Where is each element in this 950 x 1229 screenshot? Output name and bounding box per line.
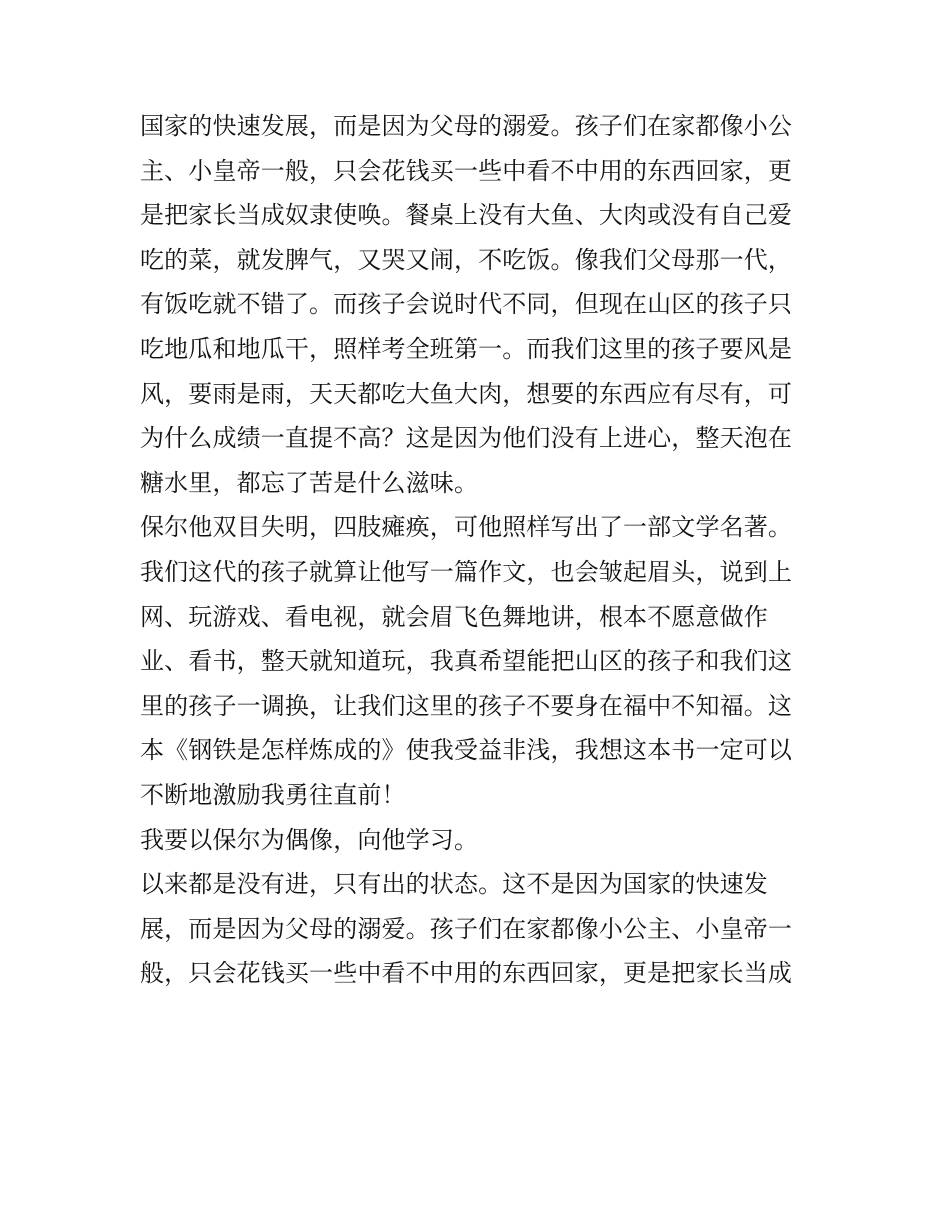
text-line-11: 我们这代的孩子就算让他写一篇作文，也会皱起眉头，说到上 xyxy=(140,557,793,586)
text-line-14: 里的孩子一调换，让我们这里的孩子不要身在福中不知福。这 xyxy=(140,691,793,720)
text-line-16: 不断地激励我勇往直前！ xyxy=(140,780,406,809)
body-text xyxy=(140,104,820,996)
text-line-1: 国家的快速发展，而是因为父母的溺爱。孩子们在家都像小公 xyxy=(140,112,793,140)
text-line-7: 风，要雨是雨，天天都吃大鱼大肉，想要的东西应有尽有，可 xyxy=(140,379,793,408)
text-line-3: 是把家长当成奴隶使唤。餐桌上没有大鱼、大肉或没有自己爱 xyxy=(140,201,793,230)
text-line-8: 为什么成绩一直提不高？这是因为他们没有上进心，整天泡在 xyxy=(140,424,793,453)
text-line-13: 业、看书，整天就知道玩，我真希望能把山区的孩子和我们这 xyxy=(140,647,793,676)
text-line-12: 网、玩游戏、看电视，就会眉飞色舞地讲，根本不愿意做作 xyxy=(140,602,768,631)
text-line-10: 保尔他双目失明，四肢瘫痪，可他照样写出了一部文学名著。 xyxy=(140,513,793,542)
text-line-2: 主、小皇帝一般，只会花钱买一些中看不中用的东西回家，更 xyxy=(140,156,793,185)
text-line-20: 般，只会花钱买一些中看不中用的东西回家，更是把家长当成 xyxy=(140,959,793,988)
text-line-17: 我要以保尔为偶像，向他学习。 xyxy=(140,825,479,854)
text-line-5: 有饭吃就不错了。而孩子会说时代不同，但现在山区的孩子只 xyxy=(140,290,793,319)
text-line-6: 吃地瓜和地瓜干，照样考全班第一。而我们这里的孩子要风是 xyxy=(140,334,793,363)
text-line-9: 糖水里，都忘了苦是什么滋味。 xyxy=(140,468,479,497)
text-line-18: 以来都是没有进，只有出的状态。这不是因为国家的快速发 xyxy=(140,870,768,899)
text-line-15: 本《钢铁是怎样炼成的》使我受益非浅，我想这本书一定可以 xyxy=(140,736,793,765)
text-line-4: 吃的菜，就发脾气，又哭又闹，不吃饭。像我们父母那一代， xyxy=(140,245,793,274)
text-line-19: 展，而是因为父母的溺爱。孩子们在家都像小公主、小皇帝一 xyxy=(140,914,793,943)
